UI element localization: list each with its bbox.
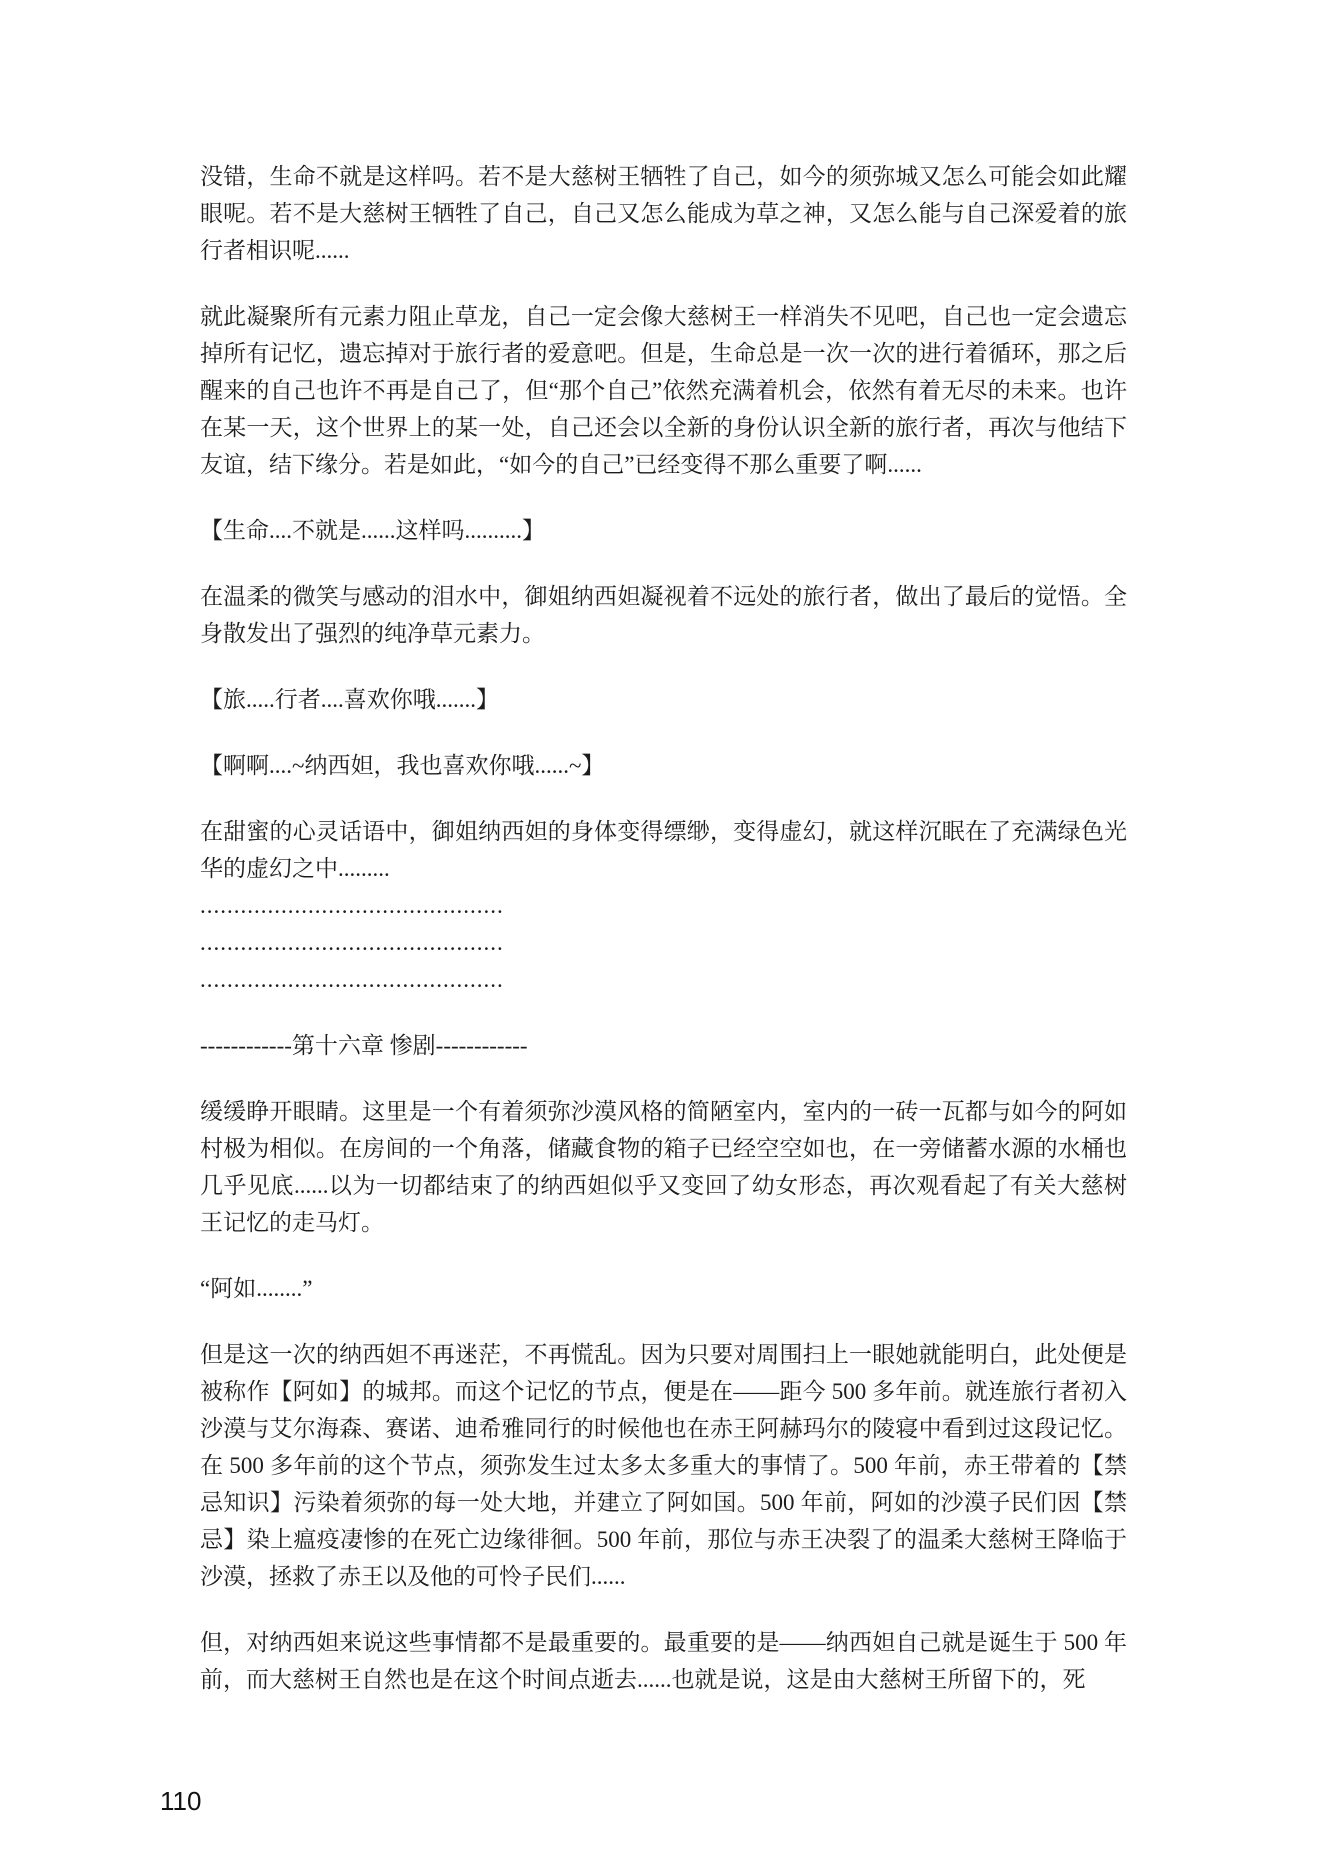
ellipsis-line: .............................................: [200, 893, 504, 918]
paragraph: 但，对纳西妲来说这些事情都不是最重要的。最重要的是——纳西妲自己就是诞生于 500 年前，而大慈树王自然也是在这个时间点逝去......也就是说，这是由大慈树王所留下的，死: [200, 1630, 1127, 1692]
ellipsis-line: .............................................: [200, 930, 504, 955]
chapter-heading: ------------第十六章 惨剧------------: [200, 1033, 528, 1058]
paragraph: 在温柔的微笑与感动的泪水中，御姐纳西妲凝视着不远处的旅行者，做出了最后的觉悟。全身散发出了强烈的纯净草元素力。: [200, 584, 1127, 646]
paragraph: 在甜蜜的心灵话语中，御姐纳西妲的身体变得缥缈，变得虚幻，就这样沉眠在了充满绿色光华的虚幻之中.........: [200, 819, 1127, 881]
page-content: [200, 158, 1127, 1727]
paragraph: 但是这一次的纳西妲不再迷茫，不再慌乱。因为只要对周围扫上一眼她就能明白，此处便是被称作【阿如】的城邦。而这个记忆的节点，便是在——距今 500 多年前。就连旅行者初入沙漠与艾尔海森、赛诺、迪希雅同行的时候他也在赤王阿赫玛尔的陵寝中看到过这段记忆。在 500 多年前的这个节点，须弥发生过太多太多重大的事情了。500 年前，赤王带着的【禁忌知识】污染着须弥的每一处大地，并建立了阿如国。500 年前，阿如的沙漠子民们因【禁忌】染上瘟疫凄惨的在死亡边缘徘徊。500 年前，那位与赤王决裂了的温柔大慈树王降临于沙漠，拯救了赤王以及他的可怜子民们......: [200, 1342, 1127, 1589]
dialogue-line: 【生命....不就是......这样吗..........】: [200, 518, 545, 543]
paragraph: 缓缓睁开眼睛。这里是一个有着须弥沙漠风格的简陋室内，室内的一砖一瓦都与如今的阿如村极为相似。在房间的一个角落，储藏食物的箱子已经空空如也，在一旁储蓄水源的水桶也几乎见底......以为一切都结束了的纳西妲似乎又变回了幼女形态，再次观看起了有关大慈树王记忆的走马灯。: [200, 1099, 1127, 1235]
paragraph: 就此凝聚所有元素力阻止草龙，自己一定会像大慈树王一样消失不见吧，自己也一定会遗忘掉所有记忆，遗忘掉对于旅行者的爱意吧。但是，生命总是一次一次的进行着循环，那之后醒来的自己也许不再是自己了，但“那个自己”依然充满着机会，依然有着无尽的未来。也许在某一天，这个世界上的某一处，自己还会以全新的身份认识全新的旅行者，再次与他结下友谊，结下缘分。若是如此，“如今的自己”已经变得不那么重要了啊......: [200, 304, 1127, 477]
dialogue-line: 【旅.....行者....喜欢你哦.......】: [200, 687, 499, 712]
ellipsis-line: .............................................: [200, 967, 504, 992]
quote-line: “阿如........”: [200, 1276, 313, 1301]
dialogue-line: 【啊啊....~纳西妲，我也喜欢你哦......~】: [200, 753, 605, 778]
page-number: 110: [160, 1786, 202, 1816]
paragraph: 没错，生命不就是这样吗。若不是大慈树王牺牲了自己，如今的须弥城又怎么可能会如此耀眼呢。若不是大慈树王牺牲了自己，自己又怎么能成为草之神，又怎么能与自己深爱着的旅行者相识呢......: [200, 164, 1127, 263]
